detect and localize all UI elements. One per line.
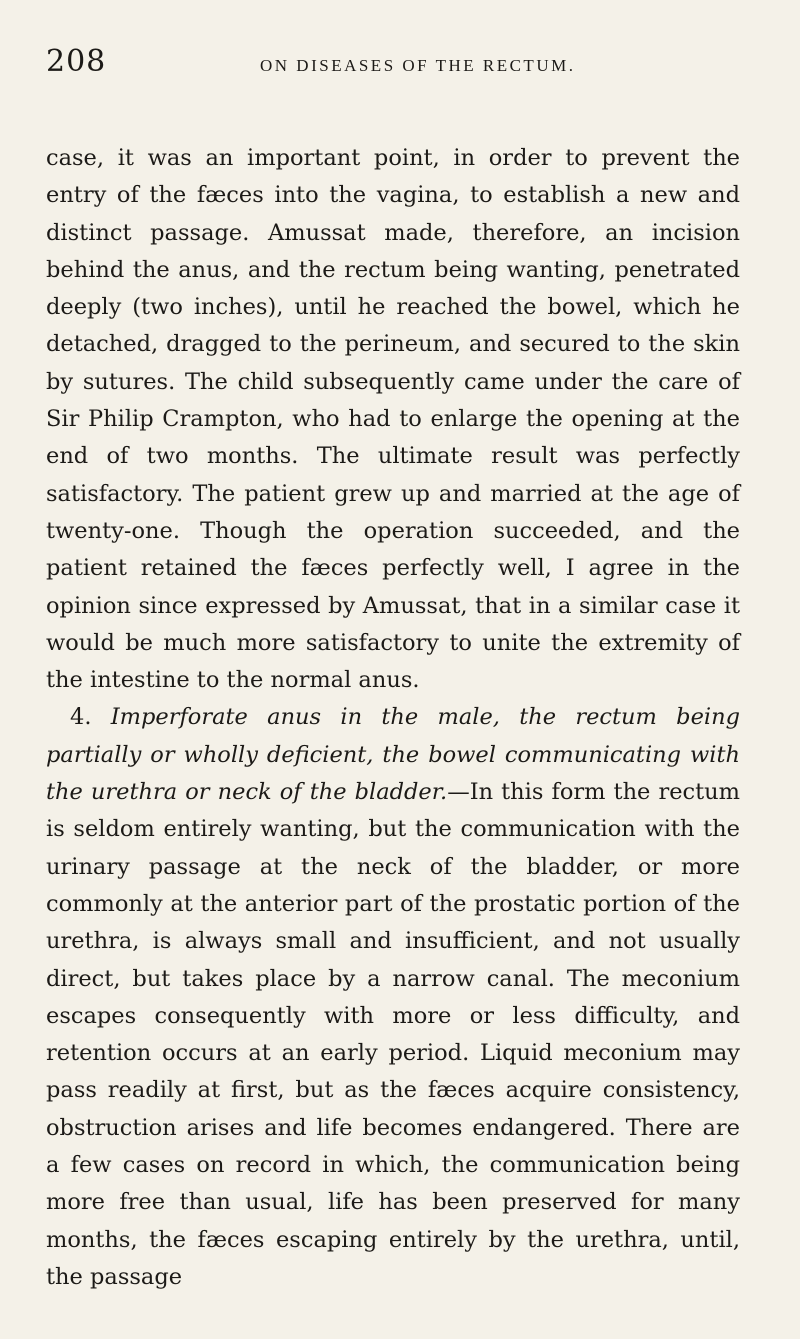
body-text [46,140,740,1296]
running-head [46,44,740,92]
paragraph-imperforate-anus-male [46,699,740,1296]
section-body: —In this form the rectum is seldom entirely wanting, but the communication with the urinary passage at the neck of the bladder, or more commonly at the anterior part of the prostatic portion of the urethra, is always small and insufficient, and not usually direct, but takes place by a narrow canal. The meconium escapes consequently with more or less difficulty, and retention occurs at an early period. Liquid meconium may pass readily at first, but as the fæces acquire consistency, obstruction arises and life becomes endangered. There are a few cases on record in which, the communication being more free than usual, life has been preserved for many months, the fæces escaping entirely by the urethra, until, the passage [46,779,740,1290]
running-title: ON DISEASES OF THE RECTUM. [260,56,576,75]
section-number: 4. [70,704,92,731]
paragraph-case-continuation: case, it was an important point, in order to prevent the entry of the fæces into the vagina, to establish a new and distinct passage. Amussat made, therefore, an incision behind the anus, and the rectum being wanting, penetrated deeply (two inches), until he reached the bowel, which he detached, dragged to the perineum, and secured to the skin by sutures. The child subsequently came under the care of Sir Philip Crampton, who had to enlarge the opening at the end of two months. The ultimate result was perfectly satisfactory. The patient grew up and married at the age of twenty-one. Though the operation succeeded, and the patient retained the fæces perfectly well, I agree in the opinion since expressed by Amussat, that in a similar case it would be much more satisfactory to unite the extremity of the intestine to the normal anus. [46,145,740,694]
section-heading: Imperforate anus in the male, the rectum being partially or wholly deficient, the bowel communicating with the urethra or neck of the bladder. [46,704,740,806]
page-number: 208 [46,44,107,79]
